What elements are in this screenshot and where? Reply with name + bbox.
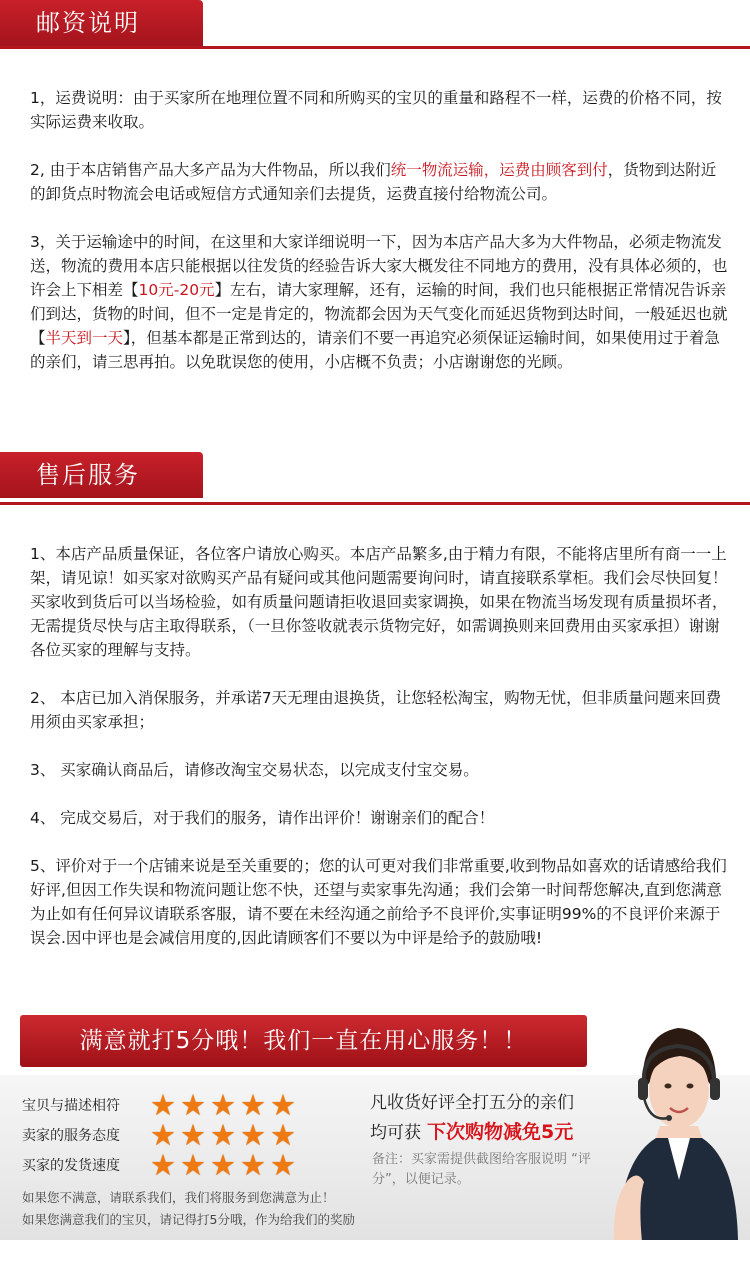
shipping-p2-text-b: ，货物到达附近的卸货点时物流会电话或短信方式通知亲们去提货，运费直接付给物流公司。 — [30, 161, 717, 203]
aftersale-paragraph-1: 1、本店产品质量保证，各位客户请放心购买。本店产品繁多,由于精力有限，不能将店里所有商一一上架，请见谅！如买家对欲购买产品有疑问或其他问题需要询问时，请直接联系掌柜。我们会尽快回复！买家收到货后可以当场检验，如有质量问题请拒收退回卖家调换，如果在物流当场发现有质量损坏者，无需提货尽快与店主取得联系，（一旦你签收就表示货物完好，如需调换则来回费用由买家承担）谢谢各位买家的理解与支持。 — [30, 545, 728, 659]
aftersale-section-title: 售后服务 — [0, 452, 203, 498]
rating-row-service — [22, 1120, 300, 1150]
aftersale-paragraph-4: 4、 完成交易后，对于我们的服务，请作出评价！谢谢亲们的配合！ — [30, 809, 495, 827]
star-icon: ★ — [150, 1088, 176, 1122]
aftersale-paragraph-5: 5、评价对于一个店铺来说是至关重要的；您的认可更对我们非常重要,收到物品如喜欢的话请感给我们好评,但因工作失误和物流问题让您不快，还望与卖家事先沟通；我们会第一时间帮您解决,直到您满意为止如有任何异议请联系客服，请不要在未经沟通之前给予不良评价,实事证明99%的不良评价来源于误会.因中评也是会减信用度的,因此请顾客们不要以为中评是给予的鼓励哦! — [30, 857, 727, 947]
rating-row-shipping — [22, 1150, 300, 1180]
rating-row-label: 卖家的服务态度 — [22, 1128, 120, 1144]
star-icon: ★ — [210, 1118, 236, 1152]
customer-service-avatar — [598, 1010, 748, 1240]
star-icon: ★ — [180, 1148, 206, 1182]
aftersale-paragraph-2: 2、 本店已加入消保服务，并承诺7天无理由退换货，让您轻松淘宝，购物无忧，但非质量问题来回费用须由买家承担； — [30, 689, 722, 731]
star-icon: ★ — [180, 1088, 206, 1122]
star-icon: ★ — [150, 1148, 176, 1182]
rating-row-label: 宝贝与描述相符 — [22, 1098, 120, 1114]
star-icon: ★ — [150, 1118, 176, 1152]
shipping-p3-text-a: 3，关于运输途中的时间，在这里和大家详细说明一下，因为本店产品大多为大件物品，必须走物流发送，物流的费用本店只能根据以往发货的经验告诉大家大概发往不同地方的费用，没有具体必须的，也许会上下相差【 — [30, 233, 728, 299]
aftersale-paragraph-3: 3、 买家确认商品后，请修改淘宝交易状态，以完成支付宝交易。 — [30, 761, 479, 779]
rating-banner: 满意就打5分哦！我们一直在用心服务！！ — [20, 1015, 587, 1067]
shipping-p3-text-c: 】，但基本都是正常到达的，请亲们不要一再追究必须保证运输时间，如果使用过于着急的亲们，请三思再拍。以免耽误您的使用，小店概不负责；小店谢谢您的光顾。 — [30, 329, 720, 371]
aftersale-header-rule — [0, 502, 750, 505]
rating-row-description — [22, 1090, 300, 1120]
shipping-p3-highlight-delay: 半天到一天 — [45, 329, 124, 347]
shipping-p2-text-a: 2, 由于本店销售产品大多产品为大件物品，所以我们 — [30, 161, 391, 179]
shipping-p2-highlight: 统一物流运输，运费由顾客到付 — [390, 161, 608, 179]
star-icon: ★ — [210, 1148, 236, 1182]
rating-note-satisfied: 如果您满意我们的宝贝，请记得打5分哦，作为给我们的奖励 — [22, 1212, 355, 1227]
star-icon: ★ — [240, 1118, 266, 1152]
shipping-paragraph-3 — [30, 230, 728, 374]
shipping-paragraph-1 — [30, 86, 728, 134]
rating-row-label: 买家的发货速度 — [22, 1158, 120, 1174]
promo-discount: 下次购物减免5元 — [427, 1121, 574, 1143]
shipping-p3-text-b: 】左右，请大家理解，还有，运输的时间，我们也只能根据正常情况告诉亲们到达，货物的时间，但不一定是肯定的，物流都会因为天气变化而延迟货物到达时间，一般延迟也就【 — [30, 281, 728, 347]
promo-line-2 — [370, 1117, 573, 1144]
star-icon: ★ — [210, 1088, 236, 1122]
star-icon: ★ — [270, 1118, 296, 1152]
star-icon: ★ — [270, 1088, 296, 1122]
promo-line-1: 凡收货好评全打五分的亲们 — [370, 1093, 574, 1113]
promo-remark: 备注：买家需提供截图给客服说明 “评分”，以便记录。 — [372, 1152, 591, 1187]
shipping-p3-highlight-price: 10元-20元 — [138, 281, 215, 299]
star-icon: ★ — [240, 1088, 266, 1122]
star-icon: ★ — [180, 1118, 206, 1152]
star-icon: ★ — [270, 1148, 296, 1182]
shipping-p1-text: 1，运费说明：由于买家所在地理位置不同和所购买的宝贝的重量和路程不一样，运费的价格不同，按实际运费来收取。 — [30, 89, 722, 131]
shipping-section-title: 邮资说明 — [0, 0, 203, 46]
rating-note-unsatisfied: 如果您不满意，请联系我们，我们将服务到您满意为止！ — [22, 1190, 335, 1205]
shipping-paragraph-2 — [30, 158, 728, 206]
shipping-header-rule — [0, 46, 750, 49]
star-icon: ★ — [240, 1148, 266, 1182]
promo-line-2-prefix: 均可获 — [370, 1123, 421, 1143]
